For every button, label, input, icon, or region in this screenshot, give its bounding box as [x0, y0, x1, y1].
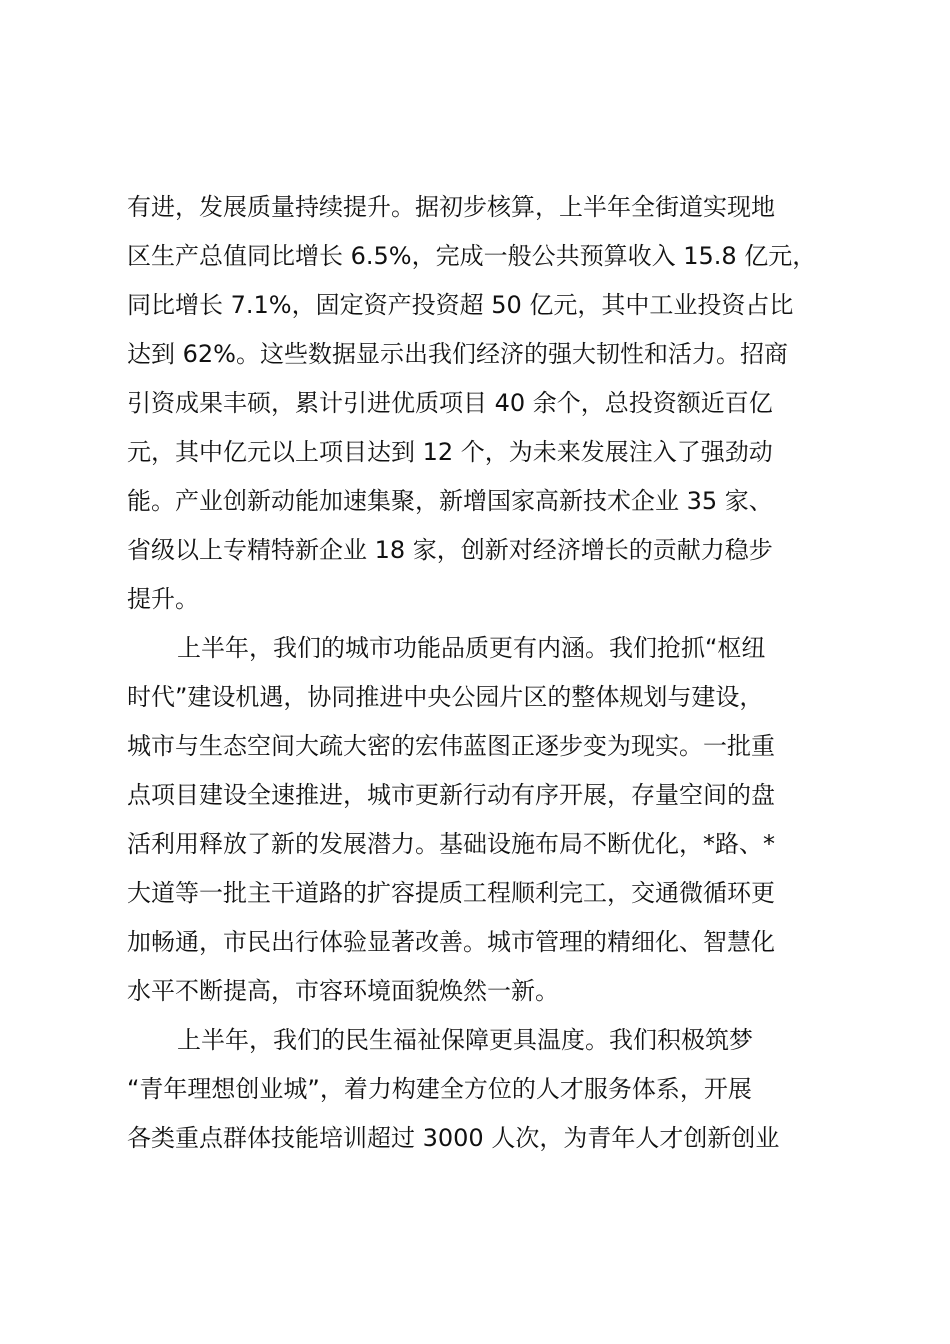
text-line: “青年理想创业城”，着力构建全方位的人才服务体系，开展 [127, 1075, 752, 1103]
text-line: 同比增长 7.1%，固定资产投资超 50 亿元，其中工业投资占比 [127, 291, 794, 319]
text-line: 元，其中亿元以上项目达到 12 个，为未来发展注入了强劲动 [127, 438, 773, 466]
paragraph-start-line: 上半年，我们的城市功能品质更有内涵。我们抢抓“枢纽 [177, 634, 766, 662]
text-line: 能。产业创新动能加速集聚，新增国家高新技术企业 35 家、 [127, 487, 773, 515]
text-line: 有进，发展质量持续提升。据初步核算，上半年全街道实现地 [127, 193, 775, 221]
text-line: 点项目建设全速推进，城市更新行动有序开展，存量空间的盘 [127, 781, 775, 809]
text-line: 城市与生态空间大疏大密的宏伟蓝图正逐步变为现实。一批重 [127, 732, 775, 760]
text-line: 时代”建设机遇，协同推进中央公园片区的整体规划与建设， [127, 683, 764, 711]
text-line: 大道等一批主干道路的扩容提质工程顺利完工，交通微循环更 [127, 879, 775, 907]
text-line: 省级以上专精特新企业 18 家，创新对经济增长的贡献力稳步 [127, 536, 773, 564]
text-line: 水平不断提高，市容环境面貌焕然一新。 [127, 977, 559, 1005]
paragraph-start-line: 上半年，我们的民生福祉保障更具温度。我们积极筑梦 [177, 1026, 753, 1054]
text-line: 提升。 [127, 585, 199, 613]
text-line: 引资成果丰硕，累计引进优质项目 40 余个，总投资额近百亿 [127, 389, 773, 417]
text-line: 加畅通，市民出行体验显著改善。城市管理的精细化、智慧化 [127, 928, 775, 956]
text-line: 各类重点群体技能培训超过 3000 人次，为青年人才创新创业 [127, 1124, 780, 1152]
text-line: 达到 62%。这些数据显示出我们经济的强大韧性和活力。招商 [127, 340, 788, 368]
text-line: 区生产总值同比增长 6.5%，完成一般公共预算收入 15.8 亿元， [127, 242, 817, 270]
body-text [127, 183, 847, 1163]
text-line: 活利用释放了新的发展潜力。基础设施布局不断优化，*路、* [127, 830, 775, 858]
